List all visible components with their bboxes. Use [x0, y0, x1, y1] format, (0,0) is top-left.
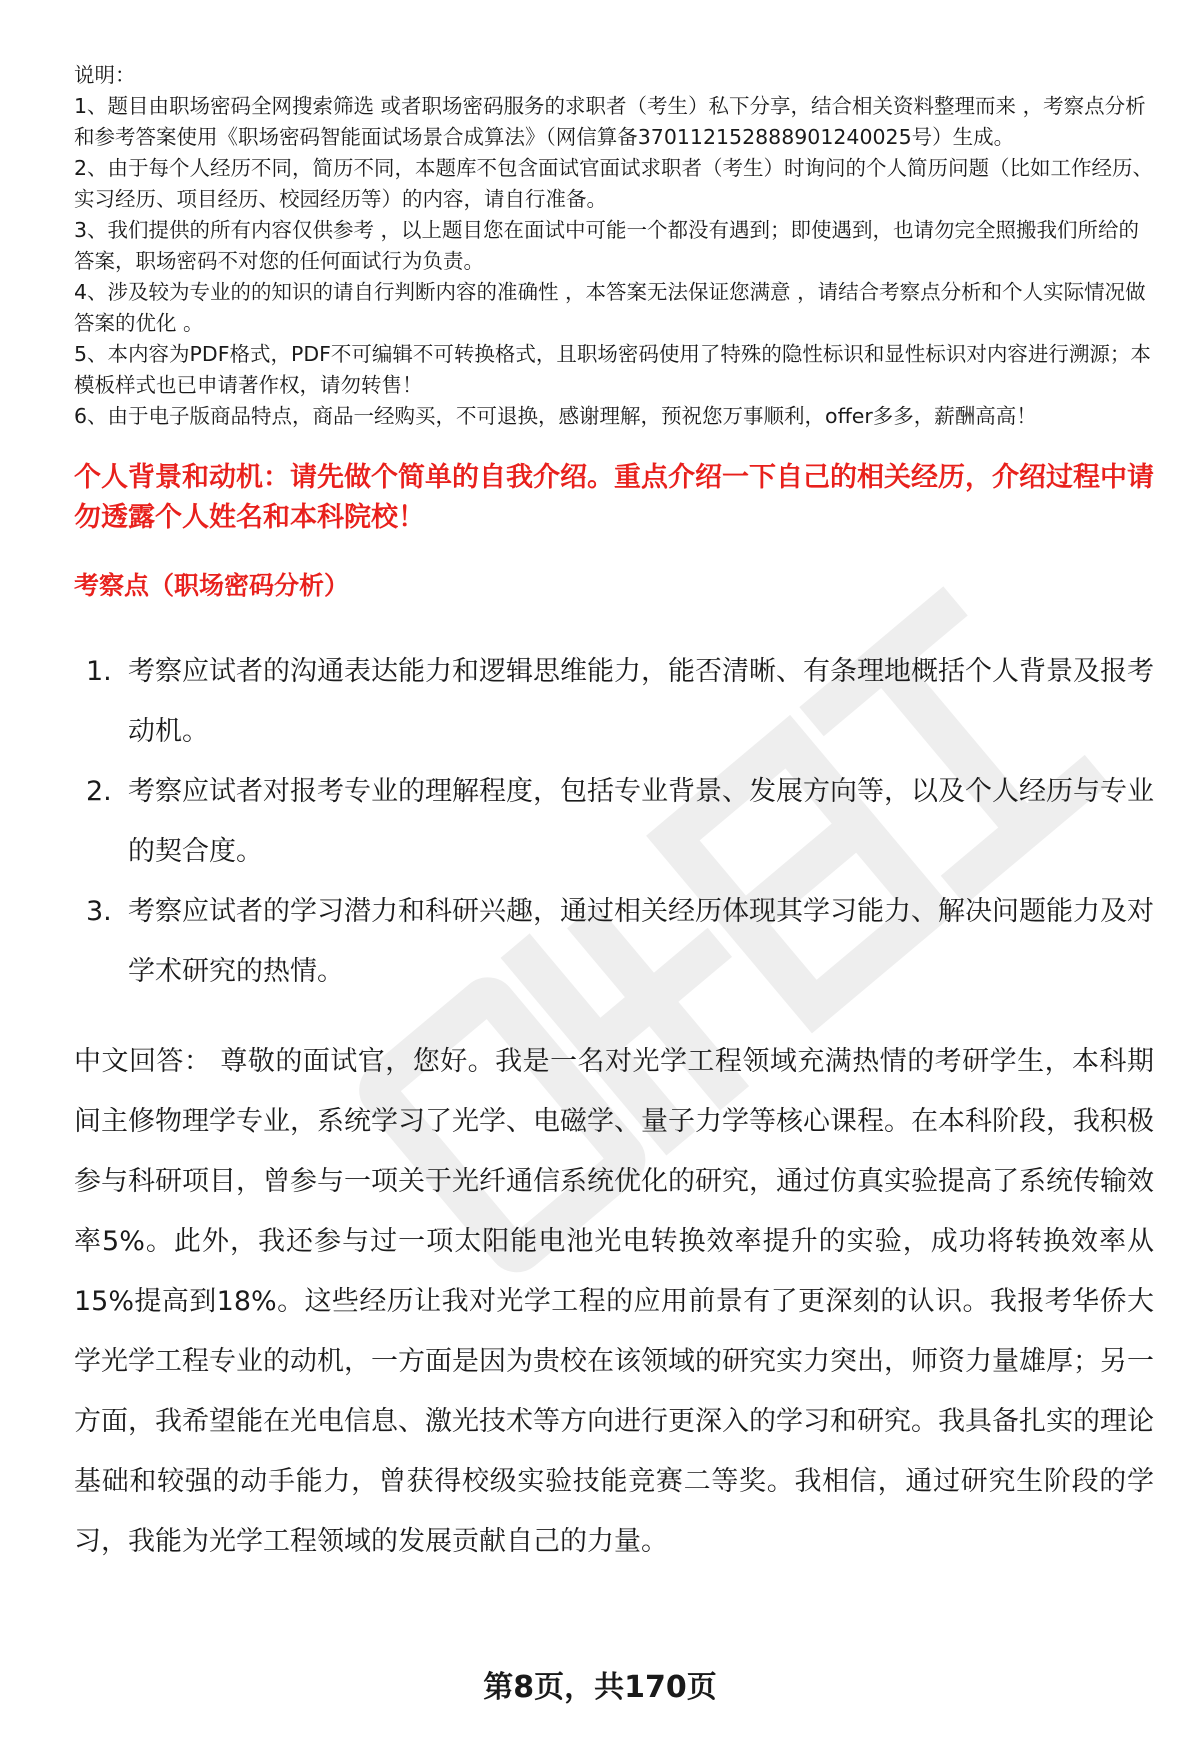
assessment-point: [74, 762, 1154, 882]
point-number: 3.: [86, 896, 112, 927]
note-item: 6、由于电子版商品特点，商品一经购买，不可退换，感谢理解，预祝您万事顺利，offer多多，薪酬高高！: [74, 404, 1037, 428]
point-text: 考察应试者对报考专业的理解程度，包括专业背景、发展方向等，以及个人经历与专业的契合度。: [128, 776, 1154, 867]
assessment-point: [74, 882, 1154, 1002]
point-number: 2.: [86, 776, 112, 807]
point-text: 考察应试者的沟通表达能力和逻辑思维能力，能否清晰、有条理地概括个人背景及报考动机。: [128, 656, 1154, 747]
point-text: 考察应试者的学习潜力和科研兴趣，通过相关经历体现其学习能力、解决问题能力及对学术研究的热情。: [128, 896, 1154, 987]
note-item: 3、我们提供的所有内容仅供参考 ，以上题目您在面试中可能一个都没有遇到；即使遇到，也请勿完全照搬我们所给的答案，职场密码不对您的任何面试行为负责。: [74, 218, 1140, 273]
chinese-answer: 中文回答： 尊敬的面试官，您好。我是一名对光学工程领域充满热情的考研学生，本科期间主修物理学专业，系统学习了光学、电磁学、量子力学等核心课程。在本科阶段，我积极参与科研项目，曾参与一项关于光纤通信系统优化的研究，通过仿真实验提高了系统传输效率5%。此外，我还参与过一项太阳能电池光电转换效率提升的实验，成功将转换效率从15%提高到18%。这些经历让我对光学工程的应用前景有了更深刻的认识。我报考华侨大学光学工程专业的动机，一方面是因为贵校在该领域的研究实力突出，师资力量雄厚；另一方面，我希望能在光电信息、激光技术等方向进行更深入的学习和研究。我具备扎实的理论基础和较强的动手能力，曾获得校级实验技能竞赛二等奖。我相信，通过研究生阶段的学习，我能为光学工程领域的发展贡献自己的力量。: [74, 1046, 1154, 1557]
notes-section: [74, 60, 1154, 432]
assessment-points-heading: 考察点（职场密码分析）: [74, 571, 350, 600]
interview-question: 个人背景和动机：请先做个简单的自我介绍。重点介绍一下自己的相关经历，介绍过程中请勿透露个人姓名和本科院校！: [74, 462, 1154, 533]
assessment-point: [74, 642, 1154, 762]
assessment-points-list: [74, 642, 1154, 1002]
note-item: 2、由于每个人经历不同，简历不同，本题库不包含面试官面试求职者（考生）时询问的个人简历问题（比如工作经历、实习经历、项目经历、校园经历等）的内容，请自行准备。: [74, 156, 1154, 211]
note-item: 4、涉及较为专业的的知识的请自行判断内容的准确性 ，本答案无法保证您满意 ，请结合考察点分析和个人实际情况做答案的优化 。: [74, 280, 1146, 335]
page-number-footer: 第8页，共170页: [483, 1670, 717, 1705]
note-item: 1、题目由职场密码全网搜索筛选 或者职场密码服务的求职者（考生）私下分享，结合相关资料整理而来 ，考察点分析和参考答案使用《职场密码智能面试场景合成算法》（网信算备370112152888901240025号）生成。: [74, 94, 1146, 149]
note-item: 5、本内容为PDF格式，PDF不可编辑不可转换格式，且职场密码使用了特殊的隐性标识和显性标识对内容进行溯源；本模板样式也已申请著作权，请勿转售！: [74, 342, 1151, 397]
notes-title: 说明：: [74, 63, 136, 87]
point-number: 1.: [86, 656, 112, 687]
document-page: [74, 60, 1154, 1572]
